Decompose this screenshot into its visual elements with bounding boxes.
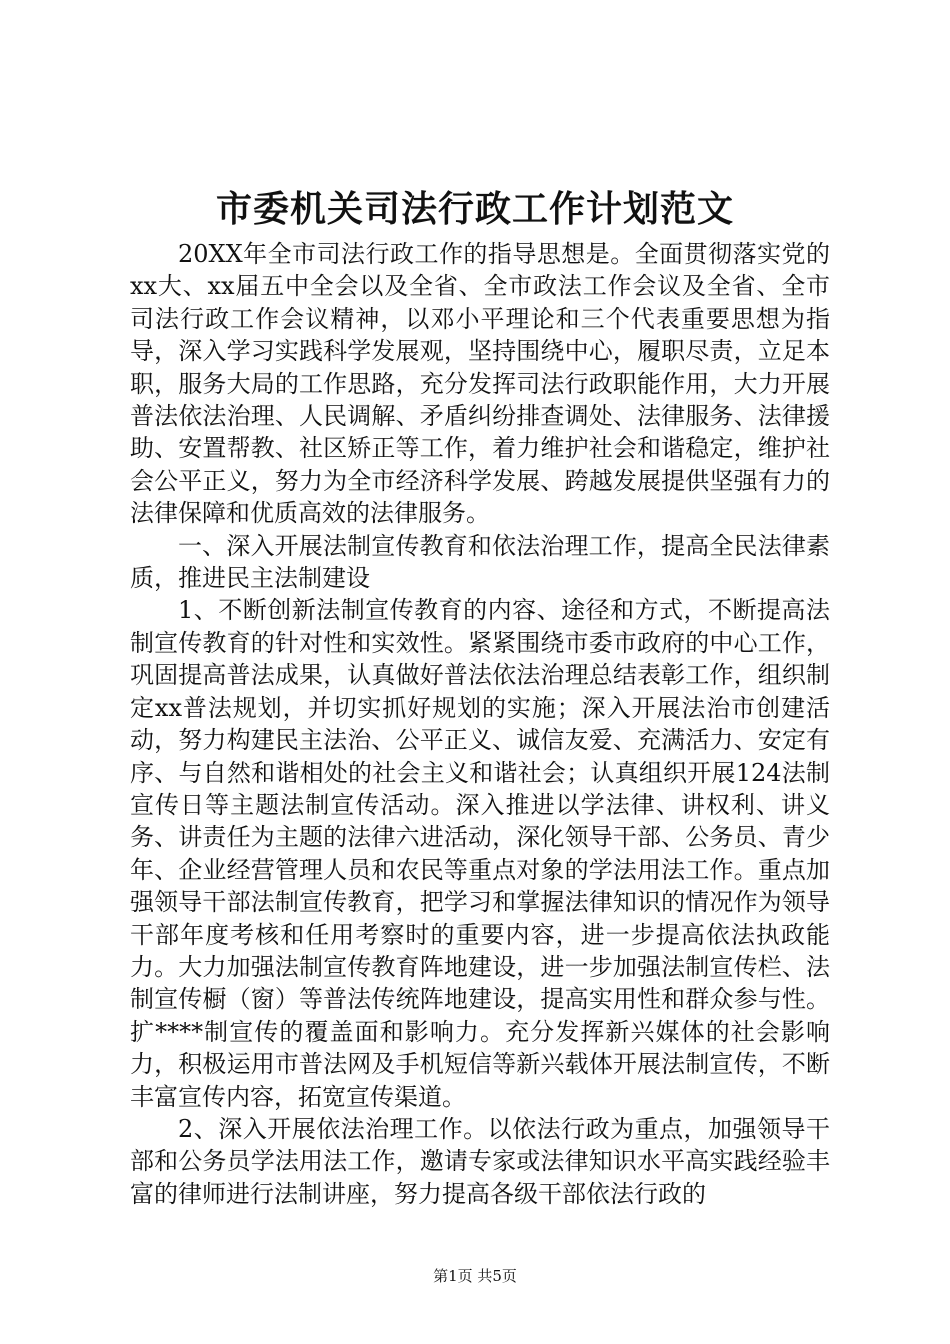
document-title: 市委机关司法行政工作计划范文 xyxy=(215,188,734,230)
document-body xyxy=(130,238,830,1210)
page-footer: 第1页 共5页 xyxy=(433,1267,517,1285)
paragraph-guiding-thought: 20XX年全市司法行政工作的指导思想是。全面贯彻落实党的xx大、xx届五中全会以及全省、全市政法工作会议及全省、全市司法行政工作会议精神，以邓小平理论和三个代表重要思想为指导，深入学习实践科学发展观，坚持围绕中心，履职尽责，立足本职，服务大局的工作思路，充分发挥司法行政职能作用，大力开展普法依法治理、人民调解、矛盾纠纷排查调处、法律服务、法律援助、安置帮教、社区矫正等工作，着力维护社会和谐稳定，维护社会公平正义，努力为全市经济科学发展、跨越发展提供坚强有力的法律保障和优质高效的法律服务。 xyxy=(130,240,830,528)
paragraph-section-one-heading: 一、深入开展法制宣传教育和依法治理工作，提高全民法律素质，推进民主法制建设 xyxy=(130,531,830,593)
paragraph-item-one: 1、不断创新法制宣传教育的内容、途径和方式，不断提高法制宣传教育的针对性和实效性。紧紧围绕市委市政府的中心工作，巩固提高普法成果，认真做好普法依法治理总结表彰工作，组织制定xx普法规划，并切实抓好规划的实施；深入开展法治市创建活动，努力构建民主法治、公平正义、诚信友爱、充满活力、安定有序、与自然和谐相处的社会主义和谐社会；认真组织开展124法制宣传日等主题法制宣传活动。深入推进以学法律、讲权利、讲义务、讲责任为主题的法律六进活动，深化领导干部、公务员、青少年、企业经营管理人员和农民等重点对象的学法用法工作。重点加强领导干部法制宣传教育，把学习和掌握法律知识的情况作为领导干部年度考核和任用考察时的重要内容，进一步提高依法执政能力。大力加强法制宣传教育阵地建设，进一步加强法制宣传栏、法制宣传橱（窗）等普法传统阵地建设，提高实用性和群众参与性。扩****制宣传的覆盖面和影响力。充分发挥新兴媒体的社会影响力，积极运用市普法网及手机短信等新兴载体开展法制宣传，不断丰富宣传内容，拓宽宣传渠道。 xyxy=(130,596,830,1111)
paragraph-item-two: 2、深入开展依法治理工作。以依法行政为重点，加强领导干部和公务员学法用法工作，邀请专家或法律知识水平高实践经验丰富的律师进行法制讲座，努力提高各级干部依法行政的 xyxy=(130,1114,830,1208)
